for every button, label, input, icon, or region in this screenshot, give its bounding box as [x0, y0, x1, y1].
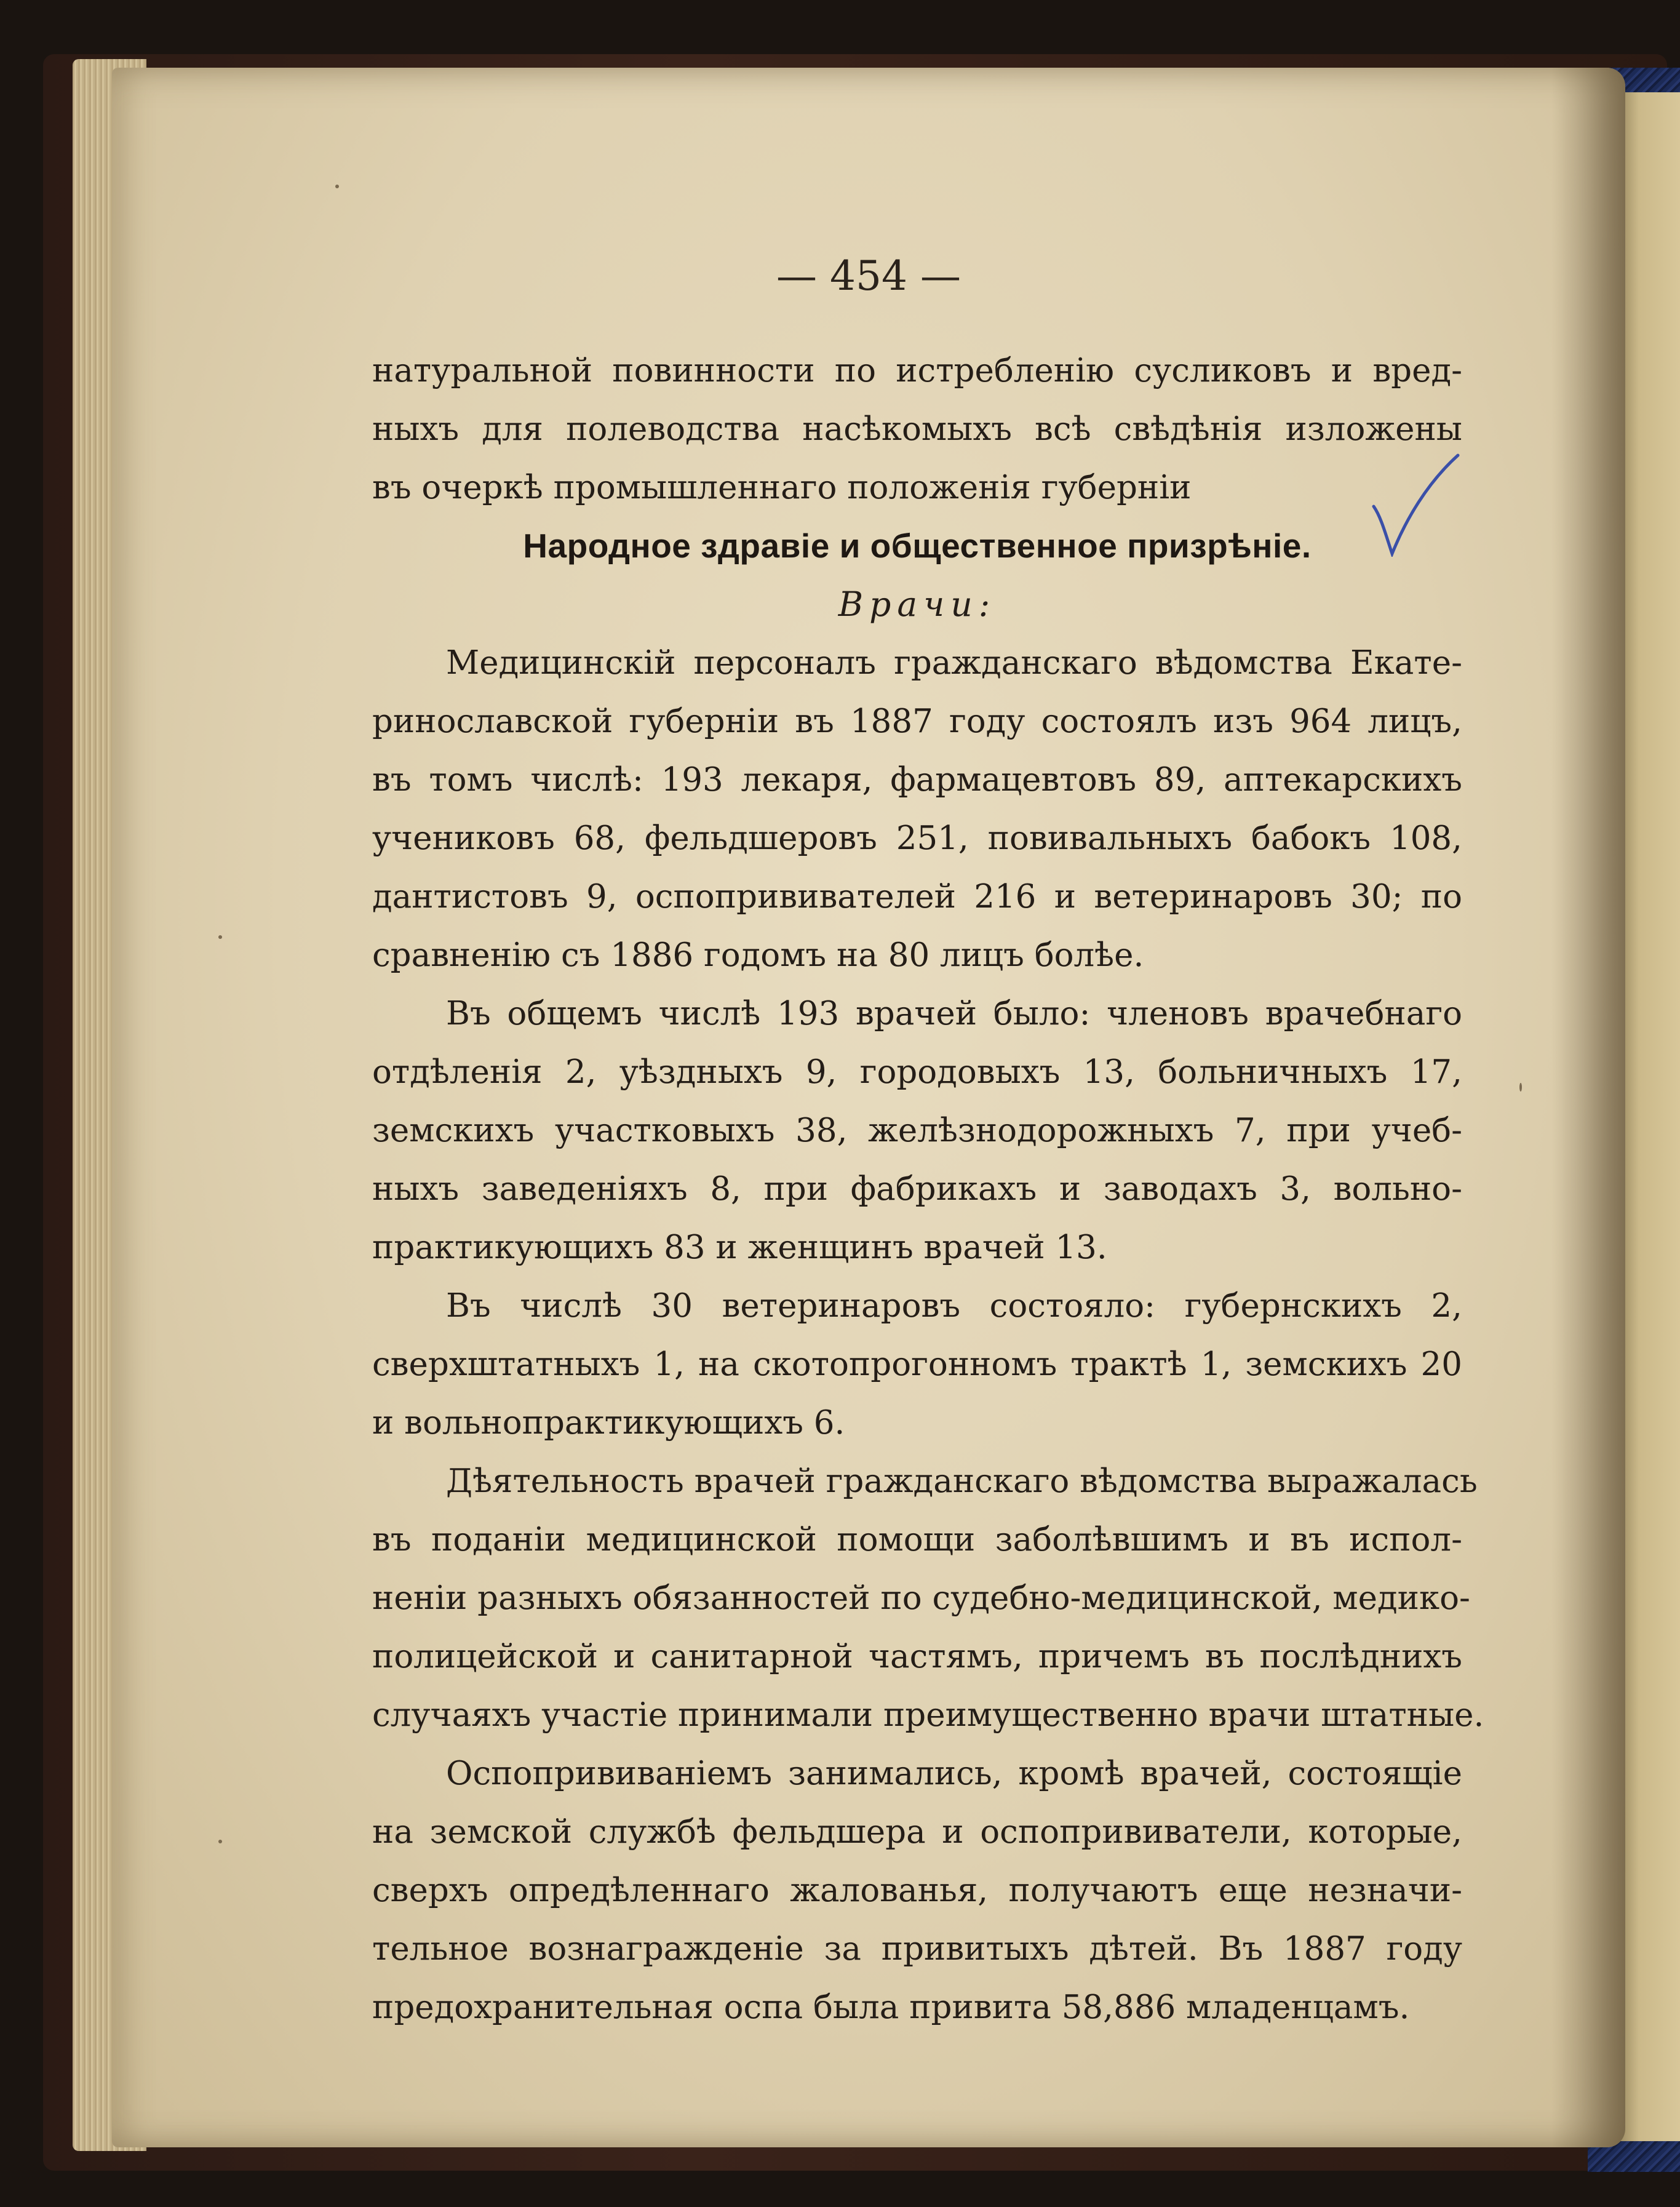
handwritten-check-icon [1369, 452, 1461, 557]
paragraph-activity [372, 1452, 1484, 1744]
text-line: въ поданіи медицинской помощи заболѣвшимъ и въ испол- [372, 1521, 1462, 1558]
text-line: Дѣятельность врачей гражданскаго вѣдомства выражалась [446, 1463, 1478, 1500]
paper-speck [218, 1840, 222, 1843]
text-line: Въ числѣ 30 ветеринаровъ состояло: губернскихъ 2, [446, 1287, 1462, 1325]
text-line: Въ общемъ числѣ 193 врачей было: членовъ врачебнаго [446, 995, 1462, 1032]
paragraph-doctors [372, 984, 1462, 1277]
paper-speck [218, 935, 222, 939]
text-line: случаяхъ участіе принимали преимущественно врачи штатные. [372, 1696, 1484, 1734]
paper-speck [1519, 1083, 1522, 1092]
text-line: тельное вознагражденіе за привитыхъ дѣтей. Въ 1887 году [372, 1930, 1462, 1968]
paragraph-vaccination [372, 1744, 1462, 2037]
text-line: Оспопрививаніемъ занимались, кромѣ врачей, состоящіе [446, 1755, 1462, 1792]
text-line: на земской службѣ фельдшера и оспопрививатели, которые, [372, 1813, 1462, 1851]
page-gutter-shadow [1551, 68, 1625, 2147]
text-line: ринославской губерніи въ 1887 году состоялъ изъ 964 лицъ, [372, 703, 1462, 740]
paragraph-personnel [372, 634, 1462, 984]
text-line: сверхштатныхъ 1, на скотопрогонномъ трактѣ 1, земскихъ 20 [372, 1346, 1462, 1383]
text-line: ныхъ для полеводства насѣкомыхъ всѣ свѣдѣнія изложены [372, 410, 1462, 448]
text-line: и вольнопрактикующихъ 6. [372, 1404, 845, 1442]
intro-paragraph [372, 341, 1462, 517]
text-line: въ томъ числѣ: 193 лекаря, фармацевтовъ 89, аптекарскихъ [372, 761, 1462, 799]
text-line: учениковъ 68, фельдшеровъ 251, повивальныхъ бабокъ 108, [372, 820, 1462, 857]
text-line: Медицинскій персоналъ гражданскаго вѣдомства Екате- [446, 644, 1462, 682]
text-line: полицейской и санитарной частямъ, причемъ въ послѣднихъ [372, 1638, 1462, 1675]
page-number: — 454 — [776, 252, 961, 300]
text-line: ныхъ заведеніяхъ 8, при фабрикахъ и заводахъ 3, вольно- [372, 1170, 1462, 1208]
text-line: земскихъ участковыхъ 38, желѣзнодорожныхъ 7, при учеб- [372, 1112, 1462, 1149]
page-text [372, 341, 1484, 2037]
text-line: натуральной повинности по истребленію сусликовъ и вред- [372, 352, 1462, 389]
text-line: въ очеркѣ промышленнаго положенія губерніи [372, 469, 1192, 506]
text-line: дантистовъ 9, оспопрививателей 216 и ветеринаровъ 30; по [372, 878, 1462, 916]
text-line: предохранительная оспа была привита 58,886 младенцамъ. [372, 1989, 1410, 2026]
text-line: практикующихъ 83 и женщинъ врачей 13. [372, 1229, 1107, 1266]
paper-speck [335, 185, 339, 188]
text-line: неніи разныхъ обязанностей по судебно-медицинской, медико- [372, 1579, 1470, 1617]
text-line: сравненію съ 1886 годомъ на 80 лицъ болѣе. [372, 936, 1144, 974]
section-subheading: Врачи: [838, 585, 997, 624]
text-line: отдѣленія 2, уѣздныхъ 9, городовыхъ 13, больничныхъ 17, [372, 1053, 1462, 1091]
paragraph-veterinarians [372, 1277, 1462, 1452]
text-line: сверхъ опредѣленнаго жалованья, получаютъ еще незначи- [372, 1872, 1462, 1909]
section-heading: Народное здравіе и общественное призрѣніе. [523, 527, 1312, 565]
